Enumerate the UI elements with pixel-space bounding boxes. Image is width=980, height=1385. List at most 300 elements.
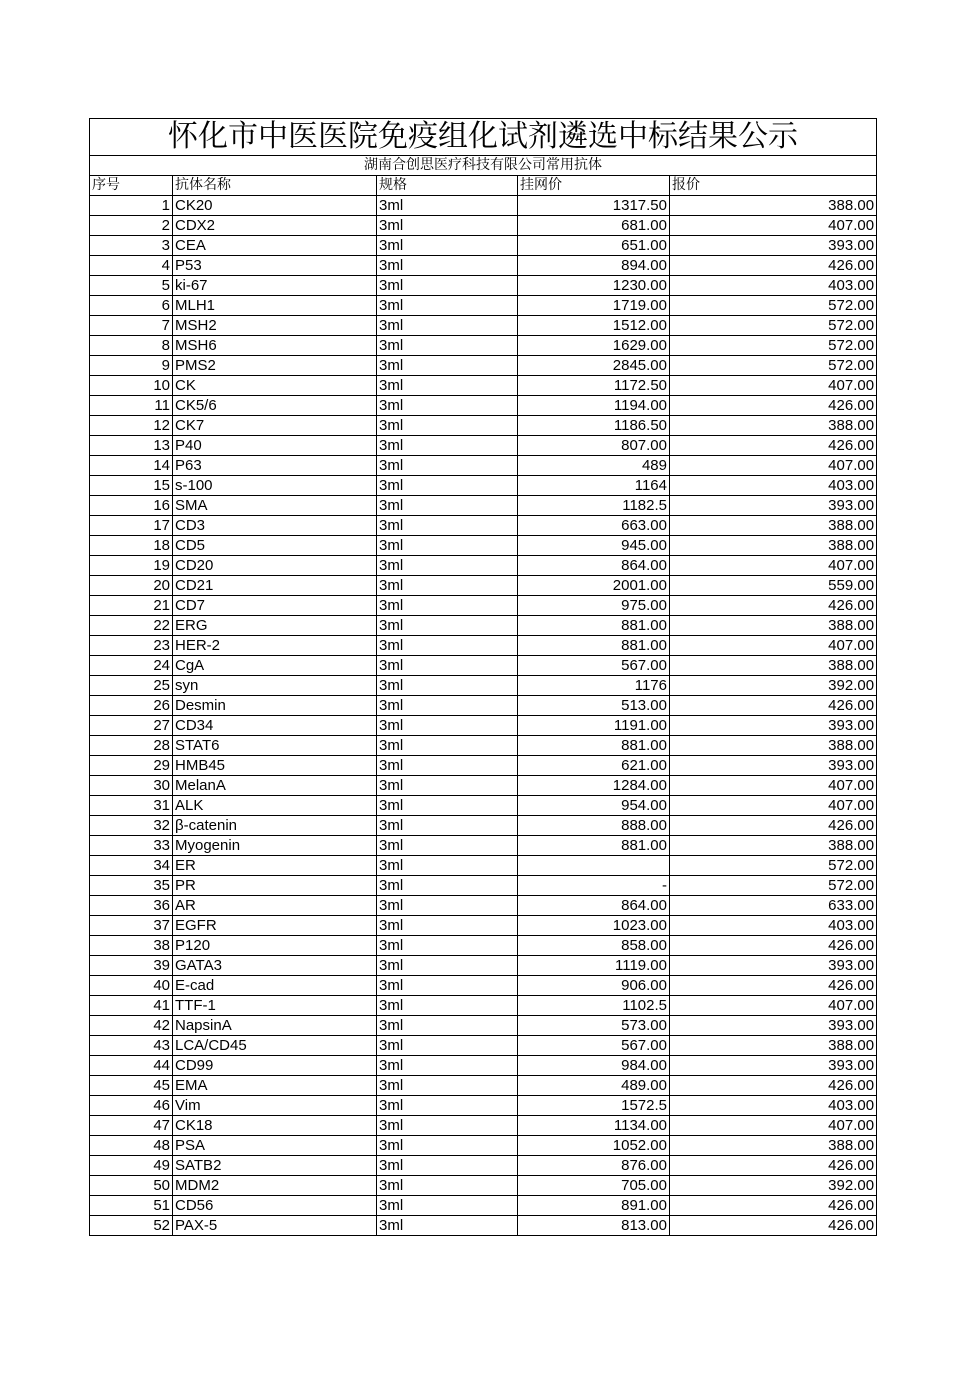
- listed-price-cell: 1176: [518, 676, 670, 696]
- antibody-name-cell: P63: [173, 456, 377, 476]
- spec-cell: 3ml: [377, 1096, 518, 1116]
- spec-cell: 3ml: [377, 476, 518, 496]
- antibody-name-cell: P120: [173, 936, 377, 956]
- listed-price-cell: 1134.00: [518, 1116, 670, 1136]
- antibody-name-cell: ER: [173, 856, 377, 876]
- antibody-name-cell: CD5: [173, 536, 377, 556]
- quote-cell: 388.00: [670, 1036, 877, 1056]
- listed-price-cell: [518, 856, 670, 876]
- quote-cell: 633.00: [670, 896, 877, 916]
- index-cell: 2: [90, 216, 173, 236]
- spec-cell: 3ml: [377, 396, 518, 416]
- spec-cell: 3ml: [377, 756, 518, 776]
- antibody-name-cell: MSH2: [173, 316, 377, 336]
- listed-price-cell: 881.00: [518, 636, 670, 656]
- listed-price-cell: 1512.00: [518, 316, 670, 336]
- index-cell: 14: [90, 456, 173, 476]
- quote-cell: 403.00: [670, 916, 877, 936]
- quote-cell: 403.00: [670, 1096, 877, 1116]
- listed-price-cell: 567.00: [518, 656, 670, 676]
- table-row: [90, 236, 877, 256]
- spec-cell: 3ml: [377, 416, 518, 436]
- spec-cell: 3ml: [377, 1036, 518, 1056]
- listed-price-cell: 663.00: [518, 516, 670, 536]
- table-row: [90, 696, 877, 716]
- antibody-name-cell: Vim: [173, 1096, 377, 1116]
- table-row: [90, 876, 877, 896]
- index-cell: 27: [90, 716, 173, 736]
- table-row: [90, 1216, 877, 1236]
- index-cell: 38: [90, 936, 173, 956]
- supplier-subtitle: 湖南合创思医疗科技有限公司常用抗体: [90, 156, 877, 176]
- antibody-name-cell: CgA: [173, 656, 377, 676]
- quote-cell: 426.00: [670, 976, 877, 996]
- antibody-name-cell: CD7: [173, 596, 377, 616]
- spec-cell: 3ml: [377, 1076, 518, 1096]
- quote-cell: 407.00: [670, 636, 877, 656]
- header-index: 序号: [90, 176, 173, 196]
- listed-price-cell: 1191.00: [518, 716, 670, 736]
- header-antibody-name: 抗体名称: [173, 176, 377, 196]
- table-row: [90, 836, 877, 856]
- index-cell: 40: [90, 976, 173, 996]
- antibody-name-cell: CK7: [173, 416, 377, 436]
- quote-cell: 572.00: [670, 356, 877, 376]
- table-row: [90, 396, 877, 416]
- listed-price-cell: 1719.00: [518, 296, 670, 316]
- index-cell: 3: [90, 236, 173, 256]
- antibody-name-cell: AR: [173, 896, 377, 916]
- index-cell: 35: [90, 876, 173, 896]
- antibody-name-cell: s-100: [173, 476, 377, 496]
- antibody-name-cell: SATB2: [173, 1156, 377, 1176]
- quote-cell: 426.00: [670, 256, 877, 276]
- table-row: [90, 436, 877, 456]
- listed-price-cell: 881.00: [518, 736, 670, 756]
- table-row: [90, 676, 877, 696]
- listed-price-cell: 681.00: [518, 216, 670, 236]
- antibody-name-cell: CD20: [173, 556, 377, 576]
- index-cell: 37: [90, 916, 173, 936]
- index-cell: 33: [90, 836, 173, 856]
- quote-cell: 426.00: [670, 396, 877, 416]
- listed-price-cell: 945.00: [518, 536, 670, 556]
- antibody-name-cell: PAX-5: [173, 1216, 377, 1236]
- quote-cell: 426.00: [670, 936, 877, 956]
- index-cell: 31: [90, 796, 173, 816]
- index-cell: 9: [90, 356, 173, 376]
- quote-cell: 392.00: [670, 676, 877, 696]
- table-row: [90, 1156, 877, 1176]
- index-cell: 6: [90, 296, 173, 316]
- antibody-name-cell: CD3: [173, 516, 377, 536]
- spec-cell: 3ml: [377, 1116, 518, 1136]
- spec-cell: 3ml: [377, 1176, 518, 1196]
- antibody-name-cell: CDX2: [173, 216, 377, 236]
- listed-price-cell: 489.00: [518, 1076, 670, 1096]
- antibody-name-cell: GATA3: [173, 956, 377, 976]
- listed-price-cell: 1194.00: [518, 396, 670, 416]
- quote-cell: 572.00: [670, 316, 877, 336]
- antibody-name-cell: PR: [173, 876, 377, 896]
- quote-cell: 393.00: [670, 716, 877, 736]
- index-cell: 18: [90, 536, 173, 556]
- listed-price-cell: 1164: [518, 476, 670, 496]
- table-row: [90, 416, 877, 436]
- antibody-name-cell: E-cad: [173, 976, 377, 996]
- table-row: [90, 976, 877, 996]
- listed-price-cell: 1230.00: [518, 276, 670, 296]
- quote-cell: 393.00: [670, 496, 877, 516]
- antibody-name-cell: EMA: [173, 1076, 377, 1096]
- table-row: [90, 636, 877, 656]
- antibody-name-cell: CD21: [173, 576, 377, 596]
- spec-cell: 3ml: [377, 1136, 518, 1156]
- spec-cell: 3ml: [377, 356, 518, 376]
- index-cell: 50: [90, 1176, 173, 1196]
- listed-price-cell: -: [518, 876, 670, 896]
- index-cell: 7: [90, 316, 173, 336]
- listed-price-cell: 864.00: [518, 896, 670, 916]
- table-row: [90, 1056, 877, 1076]
- listed-price-cell: 1023.00: [518, 916, 670, 936]
- antibody-name-cell: SMA: [173, 496, 377, 516]
- antibody-name-cell: HMB45: [173, 756, 377, 776]
- table-row: [90, 276, 877, 296]
- quote-cell: 393.00: [670, 1056, 877, 1076]
- antibody-name-cell: CEA: [173, 236, 377, 256]
- index-cell: 51: [90, 1196, 173, 1216]
- header-quote: 报价: [670, 176, 877, 196]
- quote-cell: 426.00: [670, 1216, 877, 1236]
- table-row: [90, 1016, 877, 1036]
- table-row: [90, 1176, 877, 1196]
- quote-cell: 572.00: [670, 336, 877, 356]
- spec-cell: 3ml: [377, 556, 518, 576]
- antibody-name-cell: ERG: [173, 616, 377, 636]
- index-cell: 11: [90, 396, 173, 416]
- listed-price-cell: 489: [518, 456, 670, 476]
- table-row: [90, 956, 877, 976]
- spec-cell: 3ml: [377, 596, 518, 616]
- index-cell: 12: [90, 416, 173, 436]
- antibody-name-cell: Desmin: [173, 696, 377, 716]
- listed-price-cell: 651.00: [518, 236, 670, 256]
- index-cell: 34: [90, 856, 173, 876]
- subtitle-row: [90, 156, 877, 176]
- antibody-name-cell: ALK: [173, 796, 377, 816]
- quote-cell: 407.00: [670, 556, 877, 576]
- antibody-name-cell: ki-67: [173, 276, 377, 296]
- index-cell: 22: [90, 616, 173, 636]
- spec-cell: 3ml: [377, 1156, 518, 1176]
- spec-cell: 3ml: [377, 316, 518, 336]
- table-row: [90, 616, 877, 636]
- table-row: [90, 736, 877, 756]
- spec-cell: 3ml: [377, 196, 518, 216]
- listed-price-cell: 573.00: [518, 1016, 670, 1036]
- title-row: [90, 119, 877, 156]
- antibody-name-cell: PMS2: [173, 356, 377, 376]
- table-row: [90, 756, 877, 776]
- quote-cell: 388.00: [670, 196, 877, 216]
- antibody-name-cell: EGFR: [173, 916, 377, 936]
- result-table: [89, 118, 877, 1236]
- spec-cell: 3ml: [377, 696, 518, 716]
- header-spec: 规格: [377, 176, 518, 196]
- quote-cell: 426.00: [670, 596, 877, 616]
- listed-price-cell: 1629.00: [518, 336, 670, 356]
- antibody-name-cell: MDM2: [173, 1176, 377, 1196]
- table-row: [90, 656, 877, 676]
- quote-cell: 388.00: [670, 536, 877, 556]
- index-cell: 4: [90, 256, 173, 276]
- antibody-name-cell: CK20: [173, 196, 377, 216]
- quote-cell: 426.00: [670, 436, 877, 456]
- listed-price-cell: 975.00: [518, 596, 670, 616]
- listed-price-cell: 876.00: [518, 1156, 670, 1176]
- index-cell: 45: [90, 1076, 173, 1096]
- table-row: [90, 816, 877, 836]
- listed-price-cell: 1284.00: [518, 776, 670, 796]
- table-row: [90, 916, 877, 936]
- spec-cell: 3ml: [377, 1196, 518, 1216]
- table-row: [90, 1196, 877, 1216]
- index-cell: 32: [90, 816, 173, 836]
- quote-cell: 388.00: [670, 516, 877, 536]
- table-row: [90, 556, 877, 576]
- quote-cell: 392.00: [670, 1176, 877, 1196]
- quote-cell: 572.00: [670, 296, 877, 316]
- table-row: [90, 256, 877, 276]
- spec-cell: 3ml: [377, 776, 518, 796]
- antibody-name-cell: CK: [173, 376, 377, 396]
- spec-cell: 3ml: [377, 516, 518, 536]
- spec-cell: 3ml: [377, 936, 518, 956]
- quote-cell: 403.00: [670, 276, 877, 296]
- listed-price-cell: 954.00: [518, 796, 670, 816]
- quote-cell: 393.00: [670, 956, 877, 976]
- spec-cell: 3ml: [377, 236, 518, 256]
- antibody-name-cell: LCA/CD45: [173, 1036, 377, 1056]
- listed-price-cell: 881.00: [518, 836, 670, 856]
- index-cell: 41: [90, 996, 173, 1016]
- table-row: [90, 356, 877, 376]
- quote-cell: 407.00: [670, 796, 877, 816]
- spec-cell: 3ml: [377, 216, 518, 236]
- spec-cell: 3ml: [377, 256, 518, 276]
- listed-price-cell: 807.00: [518, 436, 670, 456]
- listed-price-cell: 1317.50: [518, 196, 670, 216]
- table-row: [90, 1096, 877, 1116]
- table-row: [90, 776, 877, 796]
- antibody-name-cell: MelanA: [173, 776, 377, 796]
- spec-cell: 3ml: [377, 296, 518, 316]
- table-row: [90, 996, 877, 1016]
- listed-price-cell: 881.00: [518, 616, 670, 636]
- antibody-name-cell: MLH1: [173, 296, 377, 316]
- index-cell: 10: [90, 376, 173, 396]
- quote-cell: 393.00: [670, 756, 877, 776]
- spec-cell: 3ml: [377, 456, 518, 476]
- table-row: [90, 856, 877, 876]
- header-row: [90, 176, 877, 196]
- listed-price-cell: 1102.5: [518, 996, 670, 1016]
- listed-price-cell: 813.00: [518, 1216, 670, 1236]
- listed-price-cell: 906.00: [518, 976, 670, 996]
- index-cell: 23: [90, 636, 173, 656]
- listed-price-cell: 984.00: [518, 1056, 670, 1076]
- listed-price-cell: 864.00: [518, 556, 670, 576]
- spec-cell: 3ml: [377, 336, 518, 356]
- index-cell: 15: [90, 476, 173, 496]
- spec-cell: 3ml: [377, 796, 518, 816]
- table-row: [90, 796, 877, 816]
- spec-cell: 3ml: [377, 576, 518, 596]
- antibody-name-cell: syn: [173, 676, 377, 696]
- listed-price-cell: 2845.00: [518, 356, 670, 376]
- spec-cell: 3ml: [377, 276, 518, 296]
- index-cell: 43: [90, 1036, 173, 1056]
- antibody-name-cell: STAT6: [173, 736, 377, 756]
- antibody-name-cell: P40: [173, 436, 377, 456]
- spec-cell: 3ml: [377, 376, 518, 396]
- quote-cell: 388.00: [670, 836, 877, 856]
- listed-price-cell: 513.00: [518, 696, 670, 716]
- spec-cell: 3ml: [377, 956, 518, 976]
- table-row: [90, 1076, 877, 1096]
- antibody-name-cell: CD56: [173, 1196, 377, 1216]
- spec-cell: 3ml: [377, 736, 518, 756]
- quote-cell: 559.00: [670, 576, 877, 596]
- spec-cell: 3ml: [377, 856, 518, 876]
- antibody-name-cell: PSA: [173, 1136, 377, 1156]
- spec-cell: 3ml: [377, 656, 518, 676]
- spec-cell: 3ml: [377, 536, 518, 556]
- spec-cell: 3ml: [377, 976, 518, 996]
- antibody-name-cell: NapsinA: [173, 1016, 377, 1036]
- quote-cell: 426.00: [670, 1156, 877, 1176]
- listed-price-cell: 2001.00: [518, 576, 670, 596]
- quote-cell: 393.00: [670, 236, 877, 256]
- table-row: [90, 596, 877, 616]
- listed-price-cell: 858.00: [518, 936, 670, 956]
- table-row: [90, 936, 877, 956]
- listed-price-cell: 894.00: [518, 256, 670, 276]
- table-row: [90, 1116, 877, 1136]
- index-cell: 46: [90, 1096, 173, 1116]
- index-cell: 44: [90, 1056, 173, 1076]
- listed-price-cell: 567.00: [518, 1036, 670, 1056]
- quote-cell: 407.00: [670, 376, 877, 396]
- table-row: [90, 296, 877, 316]
- antibody-name-cell: CK18: [173, 1116, 377, 1136]
- quote-cell: 407.00: [670, 776, 877, 796]
- index-cell: 25: [90, 676, 173, 696]
- table-row: [90, 1036, 877, 1056]
- listed-price-cell: 888.00: [518, 816, 670, 836]
- quote-cell: 388.00: [670, 656, 877, 676]
- quote-cell: 426.00: [670, 816, 877, 836]
- index-cell: 29: [90, 756, 173, 776]
- spec-cell: 3ml: [377, 816, 518, 836]
- table-row: [90, 896, 877, 916]
- spec-cell: 3ml: [377, 876, 518, 896]
- spec-cell: 3ml: [377, 616, 518, 636]
- quote-cell: 407.00: [670, 456, 877, 476]
- spec-cell: 3ml: [377, 916, 518, 936]
- table-row: [90, 196, 877, 216]
- spec-cell: 3ml: [377, 676, 518, 696]
- quote-cell: 572.00: [670, 876, 877, 896]
- index-cell: 47: [90, 1116, 173, 1136]
- table-row: [90, 336, 877, 356]
- table-row: [90, 476, 877, 496]
- quote-cell: 407.00: [670, 216, 877, 236]
- listed-price-cell: 1119.00: [518, 956, 670, 976]
- listed-price-cell: 1182.5: [518, 496, 670, 516]
- spec-cell: 3ml: [377, 1216, 518, 1236]
- index-cell: 19: [90, 556, 173, 576]
- listed-price-cell: 621.00: [518, 756, 670, 776]
- index-cell: 24: [90, 656, 173, 676]
- antibody-name-cell: β-catenin: [173, 816, 377, 836]
- index-cell: 17: [90, 516, 173, 536]
- antibody-name-cell: CD99: [173, 1056, 377, 1076]
- table-row: [90, 536, 877, 556]
- quote-cell: 388.00: [670, 616, 877, 636]
- table-row: [90, 1136, 877, 1156]
- index-cell: 20: [90, 576, 173, 596]
- index-cell: 42: [90, 1016, 173, 1036]
- quote-cell: 426.00: [670, 1196, 877, 1216]
- listed-price-cell: 1186.50: [518, 416, 670, 436]
- header-listed-price: 挂网价: [518, 176, 670, 196]
- antibody-name-cell: TTF-1: [173, 996, 377, 1016]
- antibody-name-cell: Myogenin: [173, 836, 377, 856]
- index-cell: 36: [90, 896, 173, 916]
- spec-cell: 3ml: [377, 1016, 518, 1036]
- table-row: [90, 316, 877, 336]
- quote-cell: 407.00: [670, 1116, 877, 1136]
- page-title: 怀化市中医医院免疫组化试剂遴选中标结果公示: [90, 119, 877, 156]
- spec-cell: 3ml: [377, 496, 518, 516]
- antibody-name-cell: CK5/6: [173, 396, 377, 416]
- spec-cell: 3ml: [377, 896, 518, 916]
- listed-price-cell: 1052.00: [518, 1136, 670, 1156]
- quote-cell: 393.00: [670, 1016, 877, 1036]
- table-row: [90, 716, 877, 736]
- listed-price-cell: 705.00: [518, 1176, 670, 1196]
- spec-cell: 3ml: [377, 836, 518, 856]
- spec-cell: 3ml: [377, 716, 518, 736]
- listed-price-cell: 891.00: [518, 1196, 670, 1216]
- index-cell: 8: [90, 336, 173, 356]
- quote-cell: 403.00: [670, 476, 877, 496]
- quote-cell: 426.00: [670, 696, 877, 716]
- table-row: [90, 376, 877, 396]
- listed-price-cell: 1172.50: [518, 376, 670, 396]
- quote-cell: 388.00: [670, 1136, 877, 1156]
- index-cell: 5: [90, 276, 173, 296]
- table-row: [90, 576, 877, 596]
- index-cell: 30: [90, 776, 173, 796]
- index-cell: 26: [90, 696, 173, 716]
- index-cell: 52: [90, 1216, 173, 1236]
- index-cell: 21: [90, 596, 173, 616]
- index-cell: 28: [90, 736, 173, 756]
- quote-cell: 426.00: [670, 1076, 877, 1096]
